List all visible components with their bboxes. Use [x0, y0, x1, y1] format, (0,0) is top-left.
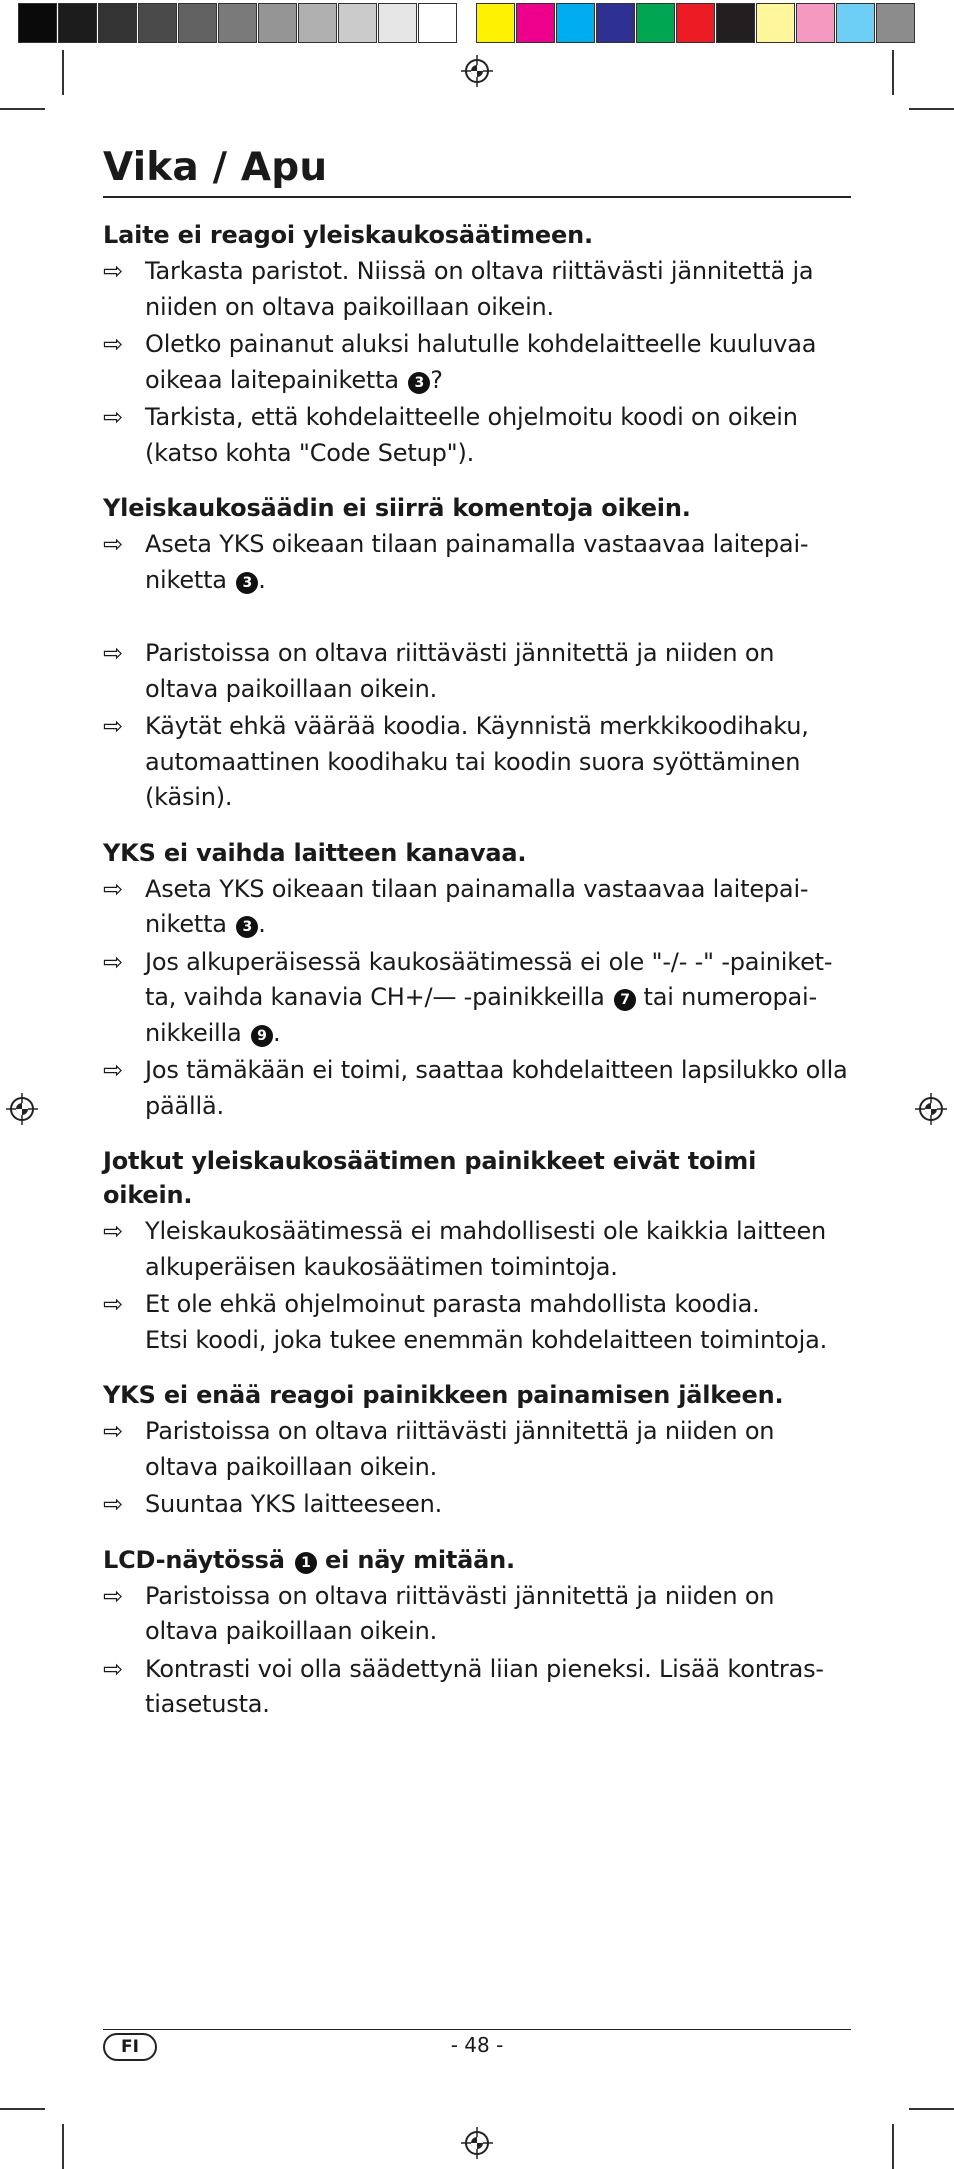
item-text: Tarkista, että kohdelaitteelle ohjelmoitu koodi on oikein (katso kohta "Code Setup").: [145, 403, 798, 467]
item-text: Aseta YKS oikeaan tilaan painamalla vastaavaa laitepainiketta 3 .: [145, 874, 809, 938]
arrow-right-icon: ⇨: [103, 1417, 123, 1445]
section-heading: YKS ei enää reagoi painikkeen painamisen jälkeen.: [103, 1381, 784, 1409]
registration-mark-right-icon: [914, 1092, 948, 1126]
crop-mark: [62, 2124, 64, 2169]
section-heading: LCD-näytössä 1 ei näy mitään.: [103, 1545, 515, 1574]
arrow-right-icon: ⇨: [103, 639, 123, 667]
list-item: [103, 327, 851, 398]
crop-mark: [0, 108, 45, 110]
crop-mark: [62, 50, 64, 95]
list-item: [103, 945, 851, 1052]
gray-swatch-1: [18, 3, 57, 43]
arrow-right-icon: ⇨: [103, 1490, 123, 1518]
color-swatch-4: [596, 3, 635, 43]
crop-mark: [909, 108, 954, 110]
color-swatch-10: [836, 3, 875, 43]
list-item: [103, 709, 851, 816]
list-item: [103, 1414, 851, 1485]
list-item: [103, 1287, 851, 1358]
page-title: Vika / Apu: [103, 145, 851, 198]
item-text: Et ole ehkä ohjelmoinut parasta mahdollista koodia. Etsi koodi, joka tukee enemmän kohdelaitteen toimintoja.: [145, 1290, 828, 1354]
list-item: [103, 1487, 851, 1523]
arrow-right-icon: ⇨: [103, 1056, 123, 1084]
item-text: Yleiskaukosäätimessä ei mahdollisesti ole kaikkia laitteen alkuperäisen kaukosäätimen toimintoja.: [145, 1217, 827, 1281]
list-item: [103, 1652, 851, 1723]
color-swatch-6: [676, 3, 715, 43]
page-number: - 48 -: [450, 2033, 504, 2057]
section-channel-not-changing: [103, 836, 851, 1125]
color-swatch-8: [756, 3, 795, 43]
registration-mark-left-icon: [5, 1092, 39, 1126]
section-buttons-not-working: [103, 1144, 851, 1358]
section-heading: YKS ei vaihda laitteen kanavaa.: [103, 838, 527, 867]
number-badge-icon: 3: [236, 916, 258, 938]
arrow-right-icon: ⇨: [103, 874, 123, 903]
list-item: [103, 254, 851, 325]
language-badge: FI: [103, 2033, 157, 2061]
list-item: [103, 1053, 851, 1124]
item-text: Käytät ehkä väärää koodia. Käynnistä merkkikoodihaku, automaattinen koodihaku tai koodin suora syöttäminen (käsin).: [145, 712, 809, 811]
list-item: [103, 872, 851, 943]
color-swatch-1: [476, 3, 515, 43]
number-badge-icon: 1: [295, 1552, 317, 1574]
arrow-right-icon: ⇨: [103, 1581, 123, 1610]
item-text: Suuntaa YKS laitteeseen.: [145, 1490, 443, 1518]
item-text: Paristoissa on oltava riittävästi jännitettä ja niiden on oltava paikoillaan oikein.: [145, 639, 775, 703]
arrow-right-icon: ⇨: [103, 947, 123, 976]
list-item: [103, 636, 851, 707]
section-commands-not-sent: [103, 491, 851, 816]
gray-swatch-11: [418, 3, 457, 43]
gray-swatch-8: [298, 3, 337, 43]
crop-mark: [0, 2108, 45, 2110]
gray-swatch-5: [178, 3, 217, 43]
footer-divider: [103, 2029, 851, 2030]
section-lcd-blank: [103, 1543, 851, 1723]
gray-swatch-9: [338, 3, 377, 43]
arrow-right-icon: ⇨: [103, 1290, 123, 1318]
arrow-right-icon: ⇨: [103, 1217, 123, 1245]
registration-mark-bottom-icon: [460, 2126, 494, 2160]
gray-swatch-3: [98, 3, 137, 43]
color-calibration-bar: [18, 3, 916, 43]
item-text: Aseta YKS oikeaan tilaan painamalla vastaavaa laitepainiketta 3 .: [145, 530, 809, 594]
section-no-response: [103, 218, 851, 471]
color-swatch-11: [876, 3, 915, 43]
item-text: Paristoissa on oltava riittävästi jännitettä ja niiden on oltava paikoillaan oikein.: [145, 1581, 775, 1645]
item-text: Oletko painanut aluksi halutulle kohdelaitteelle kuuluvaa oikeaa laitepainiketta 3 ?: [145, 330, 817, 394]
color-swatch-2: [516, 3, 555, 43]
list-item: [103, 527, 851, 598]
arrow-right-icon: ⇨: [103, 403, 123, 431]
arrow-right-icon: ⇨: [103, 712, 123, 740]
item-text: Jos tämäkään ei toimi, saattaa kohdelaitteen lapsilukko olla päällä.: [145, 1056, 848, 1120]
section-heading: Laite ei reagoi yleiskaukosäätimeen.: [103, 221, 593, 249]
number-badge-icon: 7: [614, 989, 636, 1011]
arrow-right-icon: ⇨: [103, 1654, 123, 1683]
number-badge-icon: 3: [408, 372, 430, 394]
list-item: [103, 400, 851, 471]
arrow-right-icon: ⇨: [103, 330, 123, 358]
crop-mark: [909, 2108, 954, 2110]
crop-mark: [892, 50, 894, 95]
gray-swatch-2: [58, 3, 97, 43]
list-item: [103, 1214, 851, 1285]
gray-swatch-10: [378, 3, 417, 43]
arrow-right-icon: ⇨: [103, 530, 123, 558]
section-stops-responding: [103, 1378, 851, 1523]
item-text: Tarkasta paristot. Niissä on oltava riittävästi jännitettä ja niiden on oltava paikoillaan oikein.: [145, 257, 814, 321]
item-text: Kontrasti voi olla säädettynä liian pieneksi. Lisää kontrastiasetusta.: [145, 1654, 825, 1718]
color-swatch-5: [636, 3, 675, 43]
page-content: [103, 145, 851, 1725]
item-text: Paristoissa on oltava riittävästi jännitettä ja niiden on oltava paikoillaan oikein.: [145, 1417, 775, 1481]
item-text: Jos alkuperäisessä kaukosäätimessä ei ole "-/- -" -painiketta, vaihda kanavia CH+/— -painikkeilla 7 tai numeropainikkeilla 9 .: [145, 947, 833, 1047]
section-heading: Jotkut yleiskaukosäätimen painikkeet eivät toimi oikein.: [103, 1147, 757, 1209]
gray-swatch-6: [218, 3, 257, 43]
color-swatch-7: [716, 3, 755, 43]
gray-swatch-4: [138, 3, 177, 43]
registration-mark-top-icon: [460, 54, 494, 88]
number-badge-icon: 9: [251, 1025, 273, 1047]
section-heading: Yleiskaukosäädin ei siirrä komentoja oikein.: [103, 494, 691, 522]
number-badge-icon: 3: [236, 572, 258, 594]
gray-swatch-7: [258, 3, 297, 43]
list-item: [103, 1579, 851, 1650]
crop-mark: [892, 2124, 894, 2169]
color-swatch-9: [796, 3, 835, 43]
arrow-right-icon: ⇨: [103, 257, 123, 285]
color-swatch-3: [556, 3, 595, 43]
